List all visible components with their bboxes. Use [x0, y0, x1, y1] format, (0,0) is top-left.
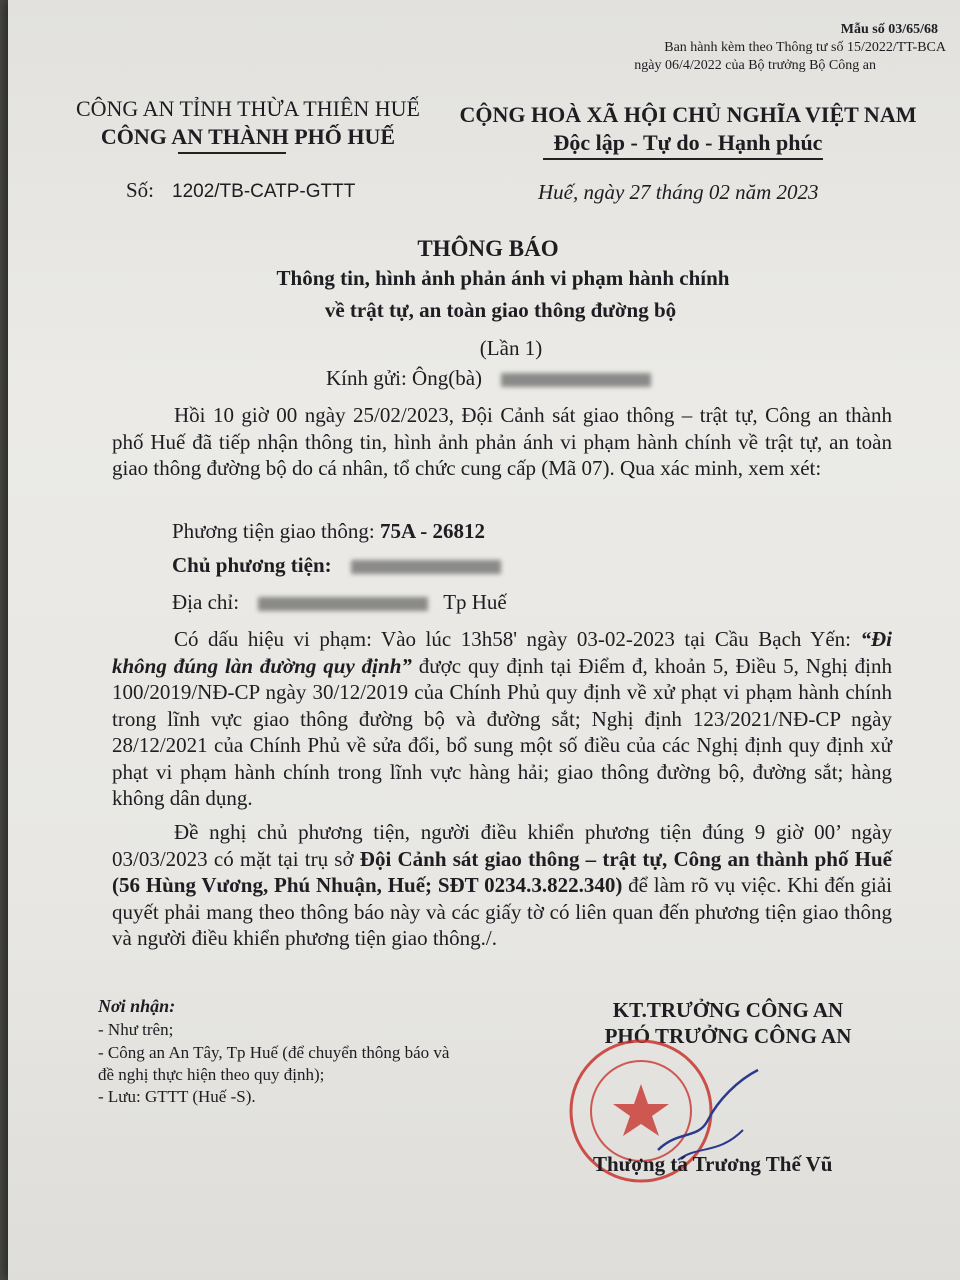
greeting	[326, 366, 651, 391]
address-field	[172, 590, 507, 615]
signer-name: Thượng tá Trương Thế Vũ	[593, 1152, 833, 1176]
redacted-name	[501, 373, 651, 387]
owner-field	[172, 553, 501, 578]
recipient-item: - Lưu: GTTT (Huế -S).	[98, 1087, 256, 1106]
form-issued-line1: Ban hành kèm theo Thông tư số 15/2022/TT-BCA	[664, 40, 946, 55]
address-city: Tp Huế	[443, 590, 507, 614]
vehicle-label: Phương tiện giao thông:	[172, 519, 375, 543]
violation-intro: Có dấu hiệu vi phạm: Vào lúc 13h58' ngày 03-02-2023 tại Cầu Bạch Yến:	[174, 627, 861, 651]
document-number-label: Số:	[126, 178, 155, 202]
vehicle-plate: 75A - 26812	[379, 519, 485, 543]
notice-title: THÔNG BÁO	[417, 236, 559, 261]
paragraph-request	[112, 819, 892, 952]
nation-motto: Độc lập - Tự do - Hạnh phúc	[553, 130, 823, 155]
recipient-item: - Công an An Tây, Tp Huế (để chuyển thông báo và	[98, 1043, 450, 1062]
paragraph-intro: Hồi 10 giờ 00 ngày 25/02/2023, Đội Cảnh sát giao thông – trật tự, Công an thành phố Huế đã tiếp nhận thông tin, hình ảnh phản ánh vi phạm hành chính về trật tự, an toàn giao thông đường bộ do cá nhân, tổ chức cung cấp (Mã 07). Qua xác minh, xem xét:	[112, 403, 892, 480]
signature-title-1: KT.TRƯỞNG CÔNG AN	[612, 998, 844, 1022]
request-rest: để làm rõ vụ việc. Khi đến giải quyết phải mang theo thông báo này và các giấy tờ có liên quan đến phương tiện giao thông và người điều khiển phương tiện giao thông./.	[112, 873, 892, 950]
address-label: Địa chỉ:	[172, 590, 240, 614]
redacted-owner	[351, 560, 501, 574]
notice-times: (Lần 1)	[479, 336, 543, 360]
agency-parent: CÔNG AN TỈNH THỪA THIÊN HUẾ	[75, 96, 420, 121]
notice-subtitle-1: Thông tin, hình ảnh phản ánh vi phạm hành chính	[276, 266, 730, 290]
recipient-item: đề nghị thực hiện theo quy định);	[98, 1065, 325, 1084]
recipients-title: Nơi nhận:	[98, 996, 176, 1016]
document-page	[8, 0, 960, 1280]
motto-underline	[543, 158, 823, 160]
recipient-item: - Như trên;	[98, 1020, 174, 1039]
vehicle-field	[172, 519, 485, 544]
paragraph-violation	[112, 626, 892, 812]
agency-underline	[178, 152, 286, 154]
nation-heading: CỘNG HOÀ XÃ HỘI CHỦ NGHĨA VIỆT NAM	[459, 102, 917, 127]
form-issued-line2: ngày 06/4/2022 của Bộ trưởng Bộ Công an	[634, 58, 876, 73]
request-intro: Đề nghị chủ phương tiện, người điều khiển phương tiện đúng 9 giờ 00’ ngày 03/03/2023 có mặt tại trụ sở	[112, 820, 892, 871]
document-number	[126, 178, 355, 203]
form-number: Mẫu số 03/65/68	[840, 22, 938, 37]
greeting-label: Kính gửi: Ông(bà)	[326, 366, 483, 390]
document-number-value: 1202/TB-CATP-GTTT	[172, 181, 356, 202]
place-date: Huế, ngày 27 tháng 02 năm 2023	[538, 180, 819, 204]
notice-subtitle-2: về trật tự, an toàn giao thông đường bộ	[324, 298, 677, 322]
redacted-address	[258, 597, 428, 611]
signature-title-2: PHÓ TRƯỞNG CÔNG AN	[604, 1024, 852, 1048]
violation-legal-basis: được quy định tại Điểm đ, khoản 5, Điều 5, Nghị định 100/2019/NĐ-CP ngày 30/12/2019 của Chính Phủ quy định về xử phạt vi phạm hành chính trong lĩnh vực giao thông đường bộ và đường sắt; Nghị định 123/2021/NĐ-CP ngày 28/12/2021 của Chính Phủ về sửa đổi, bổ sung một số điều của các Nghị định quy định xử phạt vi phạm hành chính trong lĩnh vực hàng hải; giao thông đường bộ, đường sắt; hàng không dân dụng.	[112, 653, 892, 810]
agency-name: CÔNG AN THÀNH PHỐ HUẾ	[100, 124, 396, 149]
request-office: Đội Cảnh sát giao thông – trật tự, Công an thành phố Huế (56 Hùng Vương, Phú Nhuận, Huế; SĐT 0234.3.822.340)	[112, 846, 892, 897]
owner-label: Chủ phương tiện:	[172, 553, 332, 577]
violation-type: “Đi không đúng làn đường quy định”	[112, 627, 892, 678]
